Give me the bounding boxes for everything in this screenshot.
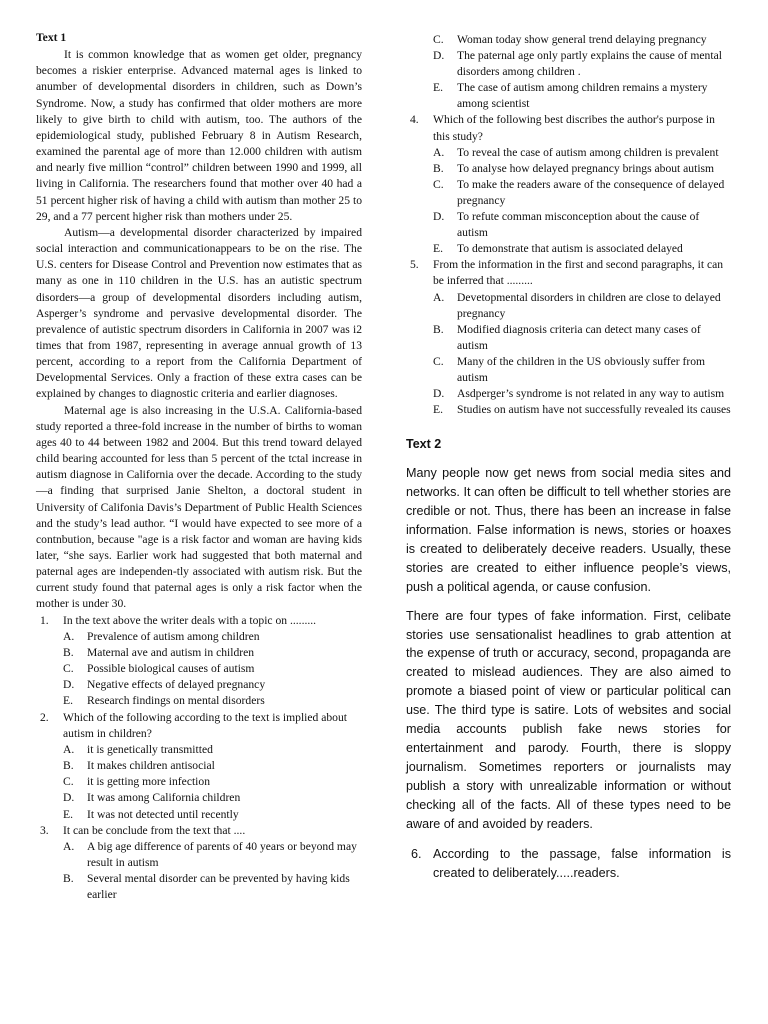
question-text: Which of the following according to the text is implied about autism in children?: [63, 710, 347, 740]
option-letter: C.: [433, 354, 444, 368]
question-3-options: [63, 839, 362, 904]
left-column: [36, 30, 362, 903]
question-4: [406, 112, 731, 144]
option-item: [433, 80, 731, 112]
option-item: [63, 693, 362, 709]
option-letter: D.: [63, 678, 75, 692]
option-letter: A.: [433, 145, 445, 159]
option-item: [63, 790, 362, 806]
option-text: A big age difference of parents of 40 years or beyond may result in autism: [87, 839, 357, 869]
option-text: The case of autism among children remains a mystery among scientist: [457, 81, 708, 111]
question-text: From the information in the first and second paragraphs, it can be inferred that .........: [433, 258, 724, 288]
option-text: Prevalence of autism among children: [87, 629, 260, 643]
option-text: It makes children antisocial: [87, 759, 215, 773]
option-letter: E.: [63, 807, 73, 821]
text1-paragraph-1: It is common knowledge that as women get older, pregnancy becomes a riskier enterprise. Advanced maternal ages is linked to anumber of developmental disorders in children, such as Down’s Syndrome. Now, a study has confirmed that older mothers are more likely to give birth to child with autism, too. The authors of the epidemiological study, published February 8 in Autism Research, examined the parental age of more than 12.000 children with autism and nearly five million “control” children between 1990 and 1999, all living in California. The researchers found that mother over 40 had a 51 percent higher risk of having a child with autism than mother 25 to 29, and a 77 percent higher risk than mothers under 25.: [36, 48, 362, 223]
option-item: [63, 758, 362, 774]
option-text: it is getting more infection: [87, 775, 210, 789]
option-letter: C.: [63, 662, 74, 676]
question-3: [36, 823, 362, 839]
text2-paragraph-2: There are four types of fake information. First, celibate stories use sensationalist headlines to grab attention at the expense of truth or accuracy, second, propaganda are created to mislead audiences. They are also aimed to promote a biased point of view or particular political can use. The third type is satire. Lots of websites and social media accounts publish fake news stories for entertainment and parody. Fourth, there is sloppy journalism. Sometimes reporters or journalists may publish a story with unrealizable information or without checking all of the facts. All of these types need to be aware of and avoided by readers.: [406, 608, 731, 831]
option-text: Negative effects of delayed pregnancy: [87, 678, 266, 692]
question-4-options: [433, 145, 731, 258]
option-item: [433, 354, 731, 386]
option-letter: A.: [63, 742, 75, 756]
option-letter: E.: [433, 81, 443, 95]
text1-paragraph-2: Autism—a developmental disorder characterized by impaired social interaction and communicationappears to be on the rise. The U.S. centers for Disease Control and Prevention now estimates that as many as one in 110 children in the U.S. has an autistic spectrum disorders—a group of developmental disorders including autism, Asperger’s syndrome and pervasive developmental disorder. The prevalence of autistic spectrum disorders in California in 2007 was i2 times that from 1987, representing in average annual growth of 13 percent, according to a report from the California Department of Developmental Services. Only a fraction of these extra cases can be explained by changes to diagnostic criteria and earlier diagnoses.: [36, 225, 362, 401]
option-letter: B.: [63, 759, 74, 773]
option-text: To analyse how delayed pregnancy brings about autism: [457, 161, 715, 175]
text1-paragraph-3: Maternal age is also increasing in the U.S.A. California-based study reported a three-fold increase in the number of births to woman ages 40 to 44 between 1982 and 2004. But this trend toward delayed child bearing accounted for less than 5 percent of the tctal increase in autism diagnose in California over the decade. According to the study—a finding that surprised Janie Shelton, a doctoral student in University of Califonia Davis’s Department of Public Health Sciences and the study’s lead author. “I would have expected to see more of a contnbution, because "age is a risk factor and woman are having kids later, “she says. Earlier work had suggested that both maternal and paternal ages are independen-tly associated with autism risk. But the current study found that paternal ages is only a risk factor when the mother is under 30.: [36, 403, 362, 611]
option-text: To make the readers aware of the consequence of delayed pregnancy: [457, 177, 725, 207]
option-letter: C.: [433, 33, 444, 46]
option-item: [433, 322, 731, 354]
option-item: [63, 807, 362, 823]
question-number: 5.: [410, 258, 419, 272]
option-item: [433, 290, 731, 322]
question-text: In the text above the writer deals with a topic on .........: [63, 613, 317, 627]
option-letter: A.: [433, 290, 445, 304]
option-letter: D.: [63, 791, 75, 805]
question-number: 3.: [40, 823, 49, 837]
question-1-options: [63, 629, 362, 710]
option-item: [433, 209, 731, 241]
option-text: To reveal the case of autism among children is prevalent: [457, 145, 719, 159]
option-text: Many of the children in the US obviously suffer from autism: [457, 354, 706, 384]
option-text: To refute comman misconception about the cause of autism: [457, 210, 700, 240]
option-text: Research findings on mental disorders: [87, 694, 265, 708]
option-item: [433, 241, 731, 257]
option-item: [63, 661, 362, 677]
option-item: [433, 402, 731, 418]
option-letter: E.: [433, 242, 443, 256]
text2-heading: Text 2: [406, 437, 442, 452]
option-item: [63, 839, 362, 871]
text2-paragraph-1: Many people now get news from social media sites and networks. It can often be difficult to tell whether stories are credible or not. Thus, there has been an increase in false information. False information is news, stories or hoaxes is created to deliberately deceive readers. Usually, these stories are created to either influence people’s views, push a political agenda, or cause confusion.: [406, 466, 731, 594]
option-letter: A.: [63, 839, 75, 853]
option-letter: B.: [433, 322, 444, 336]
option-letter: C.: [63, 775, 74, 789]
option-text: It was not detected until recently: [87, 807, 239, 821]
option-text: To demonstrate that autism is associated delayed: [457, 242, 683, 256]
option-text: it is genetically transmitted: [87, 742, 213, 756]
option-text: Woman today show general trend delaying pregnancy: [457, 33, 707, 46]
option-item: [433, 48, 731, 80]
question-text: Which of the following best discribes the author's purpose in this study?: [433, 113, 715, 143]
question-6: [406, 845, 731, 883]
option-letter: C.: [433, 177, 444, 191]
option-item: [63, 774, 362, 790]
option-item: [433, 177, 731, 209]
option-text: Modified diagnosis criteria can detect many cases of autism: [457, 322, 701, 352]
option-item: [63, 645, 362, 661]
option-item: [433, 161, 731, 177]
option-text: It was among California children: [87, 791, 241, 805]
question-5-options: [433, 290, 731, 419]
right-column: [406, 32, 731, 883]
option-item: [63, 742, 362, 758]
option-text: Asdperger’s syndrome is not related in any way to autism: [457, 387, 725, 401]
option-text: Studies on autism have not successfully revealed its causes: [457, 403, 731, 417]
question-number: 1.: [40, 613, 49, 627]
question-1: [36, 613, 362, 629]
question-2: [36, 710, 362, 742]
question-5: [406, 257, 731, 289]
question-2-options: [63, 742, 362, 823]
option-item: [63, 871, 362, 903]
question-3-options-continued: [433, 32, 731, 112]
option-item: [63, 677, 362, 693]
option-item: [433, 32, 731, 48]
text1-heading: Text 1: [36, 31, 67, 44]
option-item: [63, 629, 362, 645]
option-text: Maternal ave and autism in children: [87, 645, 255, 659]
option-text: Devetopmental disorders in children are close to delayed pregnancy: [457, 290, 721, 320]
option-letter: B.: [63, 645, 74, 659]
option-letter: A.: [63, 629, 75, 643]
option-item: [433, 145, 731, 161]
option-letter: E.: [433, 403, 443, 417]
option-text: The paternal age only partly explains the cause of mental disorders among children .: [457, 49, 722, 79]
question-number: 4.: [410, 113, 419, 127]
question-text: According to the passage, false information is created to deliberately.....readers.: [433, 847, 731, 881]
question-text: It can be conclude from the text that ....: [63, 823, 246, 837]
option-letter: B.: [433, 161, 444, 175]
question-number: 6.: [411, 847, 422, 862]
option-letter: E.: [63, 694, 73, 708]
option-letter: B.: [63, 872, 74, 886]
option-text: Possible biological causes of autism: [87, 662, 255, 676]
option-letter: D.: [433, 387, 445, 401]
option-letter: D.: [433, 210, 445, 224]
option-item: [433, 386, 731, 402]
question-number: 2.: [40, 710, 49, 724]
option-letter: D.: [433, 49, 445, 63]
option-text: Several mental disorder can be prevented by having kids earlier: [87, 872, 350, 902]
